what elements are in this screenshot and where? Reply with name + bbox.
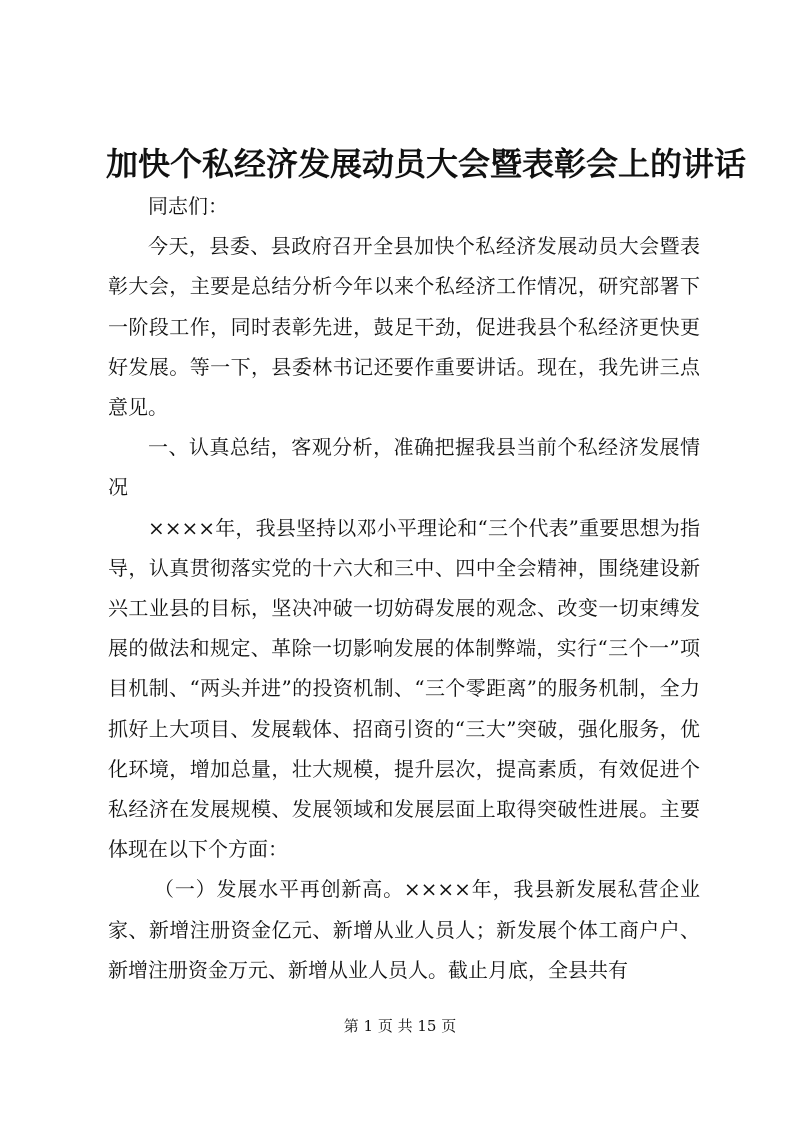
salutation-paragraph: 同志们：: [148, 194, 228, 218]
body-paragraph: ××××年，我县坚持以邓小平理论和“三个代表”重要思想为指导，认真贯彻落实党的十六大和三中、四中全会精神，围绕建设新兴工业县的目标，坚决冲破一切妨碍发展的观念、改变一切束缚发展的做法和规定、革除一切影响发展的体制弊端，实行“三个一”项目机制、“两头并进”的投资机制、“三个零距离”的服务机制，全力抓好上大项目、发展载体、招商引资的“三大”突破，强化服务，优化环境，增加总量，壮大规模，提升层次，提高素质，有效促进个私经济在发展规模、发展领域和发展层面上取得突破性进展。主要体现在以下个方面：: [108, 515, 700, 862]
section-heading-1: 一、认真总结，客观分析，准确把握我县当前个私经济发展情况: [108, 435, 700, 500]
page-footer: 第 1 页 共 15 页: [343, 1017, 457, 1035]
subsection-paragraph-1: （一）发展水平再创新高。××××年，我县新发展私营企业家、新增注册资金亿元、新增从业人员人；新发展个体工商户户、新增注册资金万元、新增从业人员人。截止月底，全县共有: [108, 877, 700, 982]
intro-paragraph: 今天，县委、县政府召开全县加快个私经济发展动员大会暨表彰大会，主要是总结分析今年以来个私经济工作情况，研究部署下一阶段工作，同时表彰先进，鼓足干劲，促进我县个私经济更快更好发展。等一下，县委林书记还要作重要讲话。现在，我先讲三点意见。: [108, 234, 700, 420]
document-title: 加快个私经济发展动员大会暨表彰会上的讲话: [106, 145, 747, 183]
document-body: [108, 186, 700, 990]
